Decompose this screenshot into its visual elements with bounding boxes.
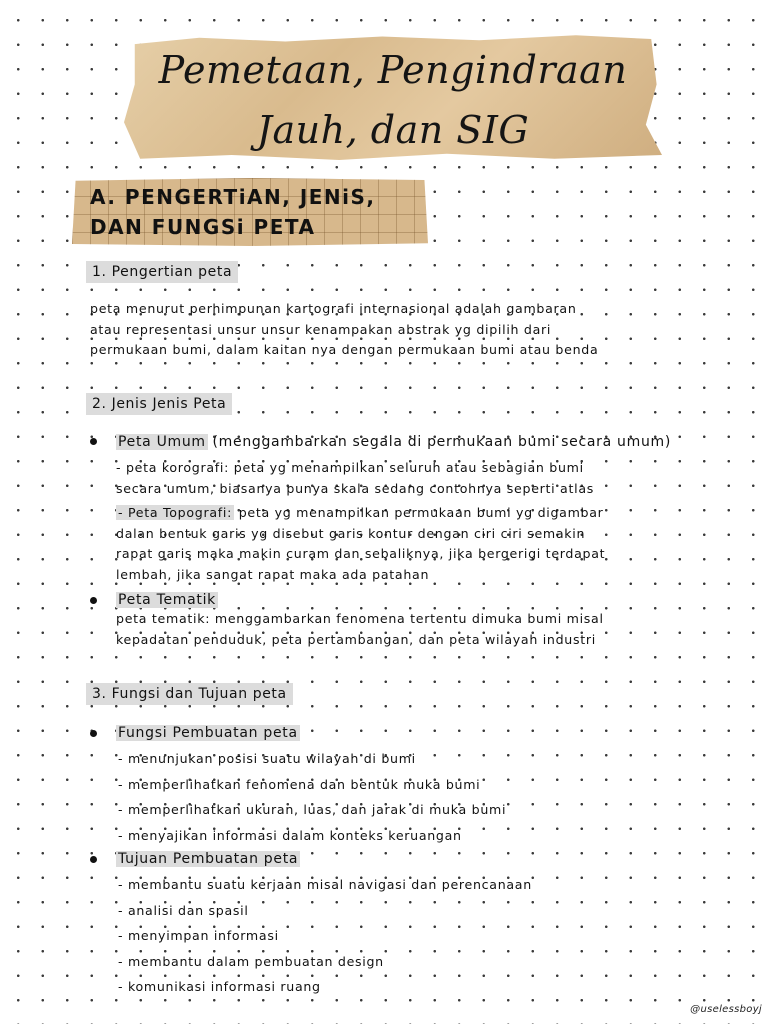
fungsi-item-2: - memperlihatkan fenomena dan bentuk muka bumi xyxy=(118,776,481,792)
fungsi-list xyxy=(118,746,506,848)
fungsi-item-3: - memperlihatkan ukuran, luas, dan jarak di muka bumi xyxy=(118,802,507,817)
topografi-line-4: lembah, jika sangat rapat maka ada patahan xyxy=(116,566,430,582)
topografi-line-3: rapat garis maka makin curam dan sebaliknya, jika bergerigi terdapat xyxy=(116,546,606,561)
peta-umum-desc: (menggambarkan segala di permukaan bumi secara umum) xyxy=(212,434,672,450)
topografi-first: peta yg menampilkan permukaan bumi yg digambar xyxy=(234,505,604,520)
tujuan-list xyxy=(118,872,532,1000)
peta-umum-line xyxy=(116,431,671,453)
topografi-line-2: dalan bentuk garis yg disebut garis kontur dengan ciri ciri semakin xyxy=(116,525,586,541)
pengertian-line-2: atau representasi unsur unsur kenampakan abstrak yg dipilih dari xyxy=(90,321,552,337)
tematik-line-2: kepadatan penduduk, peta pertambangan, dan peta wilayah industri xyxy=(116,631,596,647)
tematik-line-1: peta tematik: menggambarkan fenomena tertentu dimuka bumi misal xyxy=(116,611,604,626)
title-line-2: Jauh, dan SIG xyxy=(256,108,530,152)
pengertian-paragraph xyxy=(90,299,598,361)
bullet-peta-umum xyxy=(90,438,97,445)
tujuan-item-5: - komunikasi informasi ruang xyxy=(118,979,321,994)
tujuan-item-2: - analisi dan spasil xyxy=(118,902,249,918)
tujuan-label: Tujuan Pembuatan peta xyxy=(118,851,299,867)
fungsi-item-1: - menunjukan posisi suatu wilayah di bumi xyxy=(118,751,416,766)
title-line-1: Pemetaan, Pengindraan xyxy=(158,48,628,92)
pengertian-line-3: permukaan bumi, dalam kaitan nya dengan permukaan bumi atau benda xyxy=(90,342,599,357)
korografi-paragraph xyxy=(116,458,594,499)
fungsi-label: Fungsi Pembuatan peta xyxy=(118,725,298,741)
bullet-tujuan xyxy=(90,856,97,863)
section-a-heading xyxy=(90,182,430,242)
topografi-line-1 xyxy=(116,503,605,524)
korografi-line-1: - peta korografi: peta yg menampilkan seluruh atau sebagian bumi xyxy=(116,460,584,475)
heading-pengertian: 1. Pengertian peta xyxy=(86,261,238,283)
peta-tematik-line xyxy=(116,589,218,611)
tujuan-item-3: - menyimpan informasi xyxy=(118,928,279,943)
tematik-paragraph xyxy=(116,609,604,650)
korografi-line-2: secara umum, biasanya punya skala sedang contohnya seperti atlas xyxy=(116,480,594,496)
heading-jenis: 2. Jenis Jenis Peta xyxy=(86,393,232,415)
peta-tematik-label: Peta Tematik xyxy=(118,592,216,608)
peta-umum-label: Peta Umum xyxy=(118,434,206,450)
heading-fungsi-tujuan: 3. Fungsi dan Tujuan peta xyxy=(86,683,293,705)
fungsi-line xyxy=(116,722,300,744)
pengertian-line-1: peta menurut perhimpunan kartografi internasional adalah gambaran xyxy=(90,301,577,316)
page-title xyxy=(124,40,662,160)
topografi-label: - Peta Topografi: xyxy=(118,505,233,520)
bullet-peta-tematik xyxy=(90,597,97,604)
tujuan-item-1: - membantu suatu kerjaan misal navigasi dan perencanaan xyxy=(118,877,532,892)
tujuan-item-4: - membantu dalam pembuatan design xyxy=(118,953,384,969)
section-a-line-2: DAN FUNGSi PETA xyxy=(90,215,316,239)
section-a-line-1: A. PENGERTiAN, JENiS, xyxy=(90,185,376,209)
topografi-paragraph xyxy=(116,503,605,585)
fungsi-item-4: - menyajikan informasi dalam konteks keruangan xyxy=(118,827,462,843)
bullet-fungsi xyxy=(90,730,97,737)
author-watermark: @uselessboyj xyxy=(690,1004,762,1015)
tujuan-line xyxy=(116,848,300,870)
